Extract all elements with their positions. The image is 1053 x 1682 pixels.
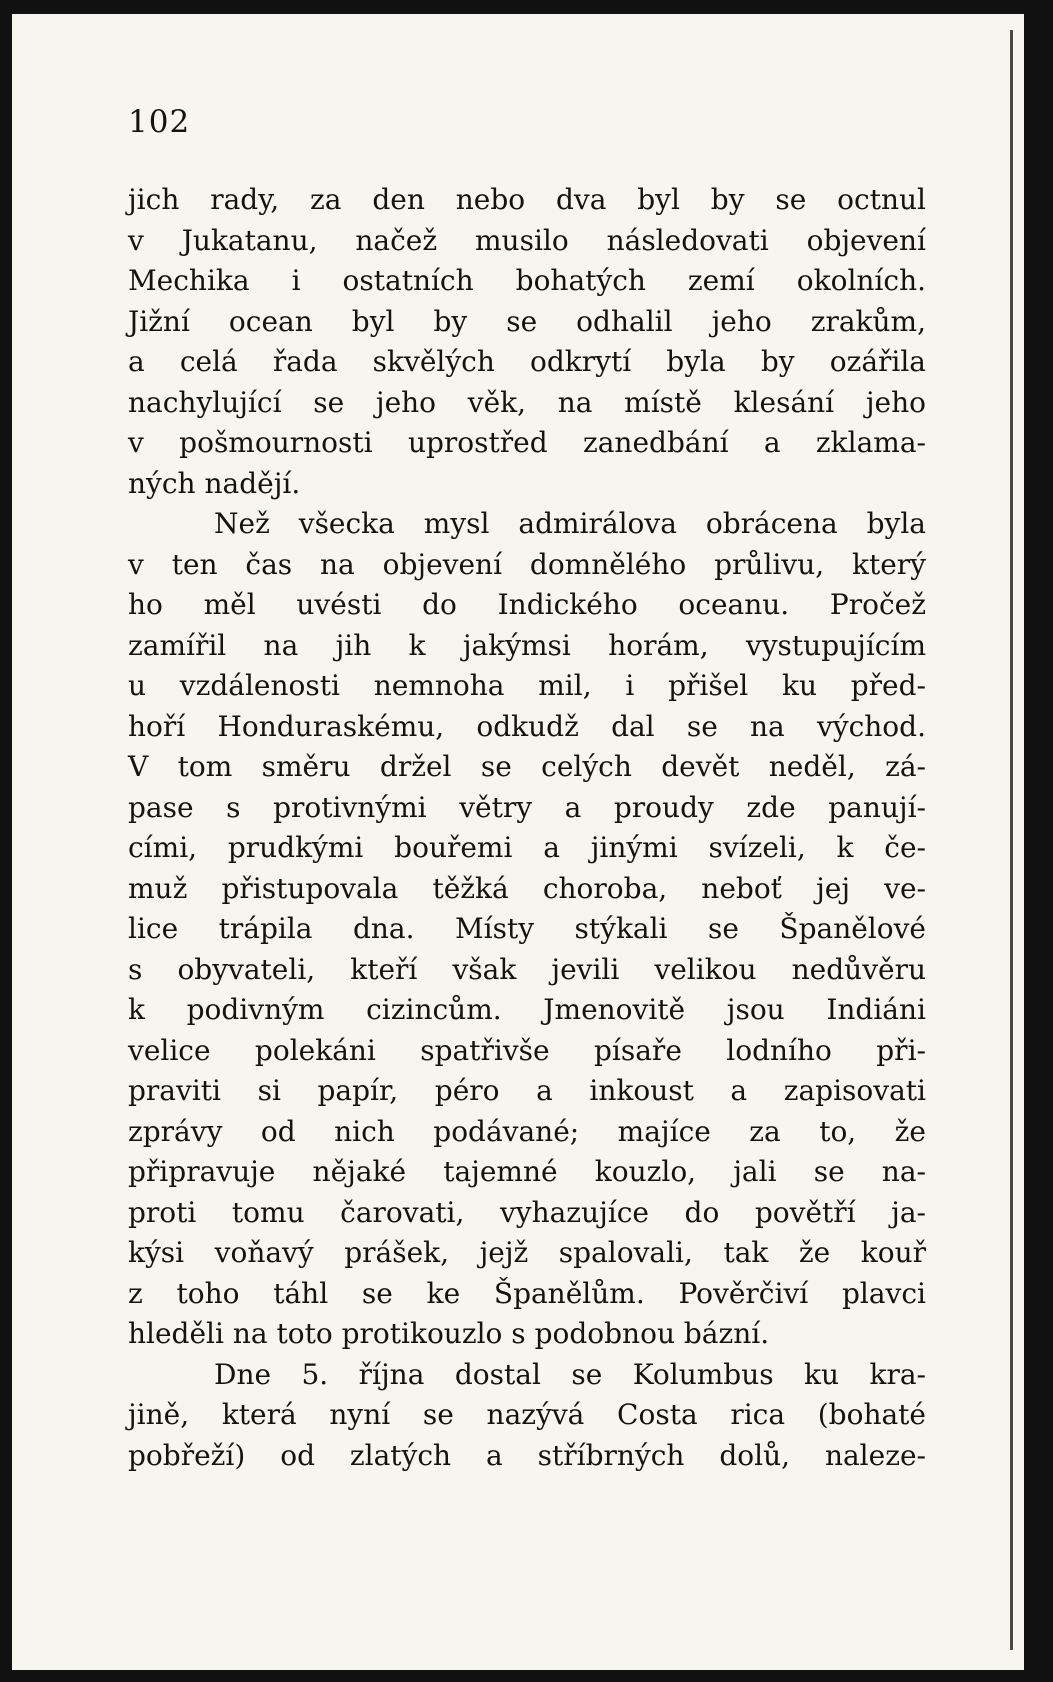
text-line: pobřeží) od zlatých a stříbrných dolů, naleze- bbox=[128, 1438, 926, 1472]
text-line: v Jukatanu, načež musilo následovati objevení bbox=[128, 223, 926, 257]
text-line: jině, která nyní se nazývá Costa rica (bohaté bbox=[128, 1398, 926, 1431]
scan-border-top bbox=[0, 0, 1053, 14]
scan-border-left bbox=[0, 0, 12, 1682]
text-line: ných nadějí. bbox=[128, 466, 301, 500]
text-line: v ten čas na objevení domnělého průlivu, který bbox=[128, 547, 926, 581]
text-line: Mechika i ostatních bohatých zemí okolních. bbox=[128, 264, 926, 297]
text-line: u vzdálenosti nemnoha mil, i přišel ku před- bbox=[128, 669, 926, 702]
text-line: Dne 5. října dostal se Kolumbus ku kra- bbox=[214, 1357, 926, 1391]
scan-border-right bbox=[1024, 0, 1053, 1682]
text-line: v pošmournosti uprostřed zanedbání a zklama- bbox=[128, 426, 926, 459]
text-line: pase s protivnými větry a proudy zde panují- bbox=[128, 790, 926, 824]
text-line: hleděli na toto protikouzlo s podobnou bázní. bbox=[128, 1317, 770, 1350]
text-line: nachylující se jeho věk, na místě klesání jeho bbox=[128, 385, 926, 419]
text-line: kýsi voňavý prášek, jejž spalovali, tak že kouř bbox=[128, 1236, 926, 1269]
text-line: lice trápila dna. Místy stýkali se Španělové bbox=[128, 912, 926, 945]
text-line: připravuje nějaké tajemné kouzlo, jali se na- bbox=[128, 1155, 926, 1188]
page-edge-shadow bbox=[1010, 30, 1013, 1650]
text-line: Než všecka mysl admirálova obrácena byla bbox=[214, 507, 926, 540]
text-line: jich rady, za den nebo dva byl by se octnul bbox=[128, 183, 926, 216]
text-line: praviti si papír, péro a inkoust a zapisovati bbox=[128, 1074, 926, 1107]
text-line: k podivným cizincům. Jmenovitě jsou Indiáni bbox=[128, 993, 926, 1026]
body-text bbox=[128, 180, 926, 1476]
text-line: velice polekáni spatřivše písaře lodního při- bbox=[128, 1033, 926, 1067]
text-line: hoří Honduraskému, odkudž dal se na východ. bbox=[128, 709, 926, 743]
text-line: zamířil na jih k jakýmsi horám, vystupujícím bbox=[128, 628, 926, 662]
scan-border-bottom bbox=[0, 1670, 1053, 1682]
text-line: V tom směru držel se celých devět neděl, zá- bbox=[128, 750, 926, 783]
text-line: cími, prudkými bouřemi a jinými svízeli, k če- bbox=[128, 831, 926, 864]
text-line: Jižní ocean byl by se odhalil jeho zrakům, bbox=[128, 304, 926, 338]
page-number: 102 bbox=[128, 104, 191, 140]
text-line: z toho táhl se ke Španělům. Pověrčiví plavci bbox=[128, 1276, 926, 1310]
text-line: muž přistupovala těžká choroba, neboť jej ve- bbox=[128, 871, 926, 905]
text-line: a celá řada skvělých odkrytí byla by ozářila bbox=[128, 345, 926, 378]
text-line: s obyvateli, kteří však jevili velikou nedůvěru bbox=[128, 952, 926, 986]
text-line: zprávy od nich podávané; majíce za to, že bbox=[128, 1114, 926, 1148]
text-line: proti tomu čarovati, vyhazujíce do povětří ja- bbox=[128, 1195, 926, 1229]
text-line: ho měl uvésti do Indického oceanu. Pročež bbox=[128, 588, 926, 621]
